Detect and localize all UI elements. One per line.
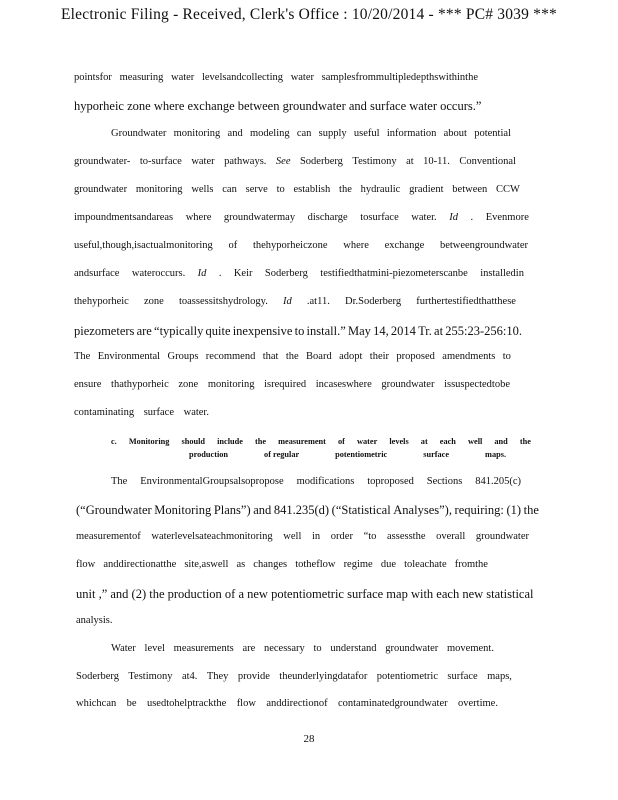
text-line <box>74 379 510 390</box>
word: Testimony <box>352 156 397 167</box>
word: Analyses”), <box>393 503 452 517</box>
word: EnvironmentalGroupsalsopropose <box>140 476 284 487</box>
word: water. <box>411 212 437 223</box>
word: well <box>283 531 302 542</box>
word: flow <box>76 559 96 570</box>
word: due <box>380 559 396 570</box>
subheading-word: the <box>519 437 531 446</box>
word: potential <box>474 128 511 139</box>
word: wells <box>191 184 214 195</box>
word: water <box>191 156 215 167</box>
word: Board <box>306 351 332 362</box>
word: ensure <box>74 379 102 390</box>
word: Evenmore <box>485 212 529 223</box>
word: monitoring <box>207 379 255 390</box>
word: gradient <box>409 184 444 195</box>
word: establish <box>293 184 331 195</box>
word: 2014 <box>390 324 416 338</box>
text-line <box>111 476 521 487</box>
word: impoundmentsandareas <box>74 212 174 223</box>
word: level <box>144 643 165 654</box>
subheading-word: surface <box>423 450 450 459</box>
word: hydraulic <box>360 184 401 195</box>
word: changes <box>253 559 288 570</box>
word: can <box>296 128 312 139</box>
subheading-word: c. <box>111 437 117 446</box>
word: theunderlyingdatafor <box>279 671 368 682</box>
word: of <box>228 240 238 251</box>
word: groundwater <box>74 184 128 195</box>
word: site,aswell <box>184 559 229 570</box>
subheading-line-1 <box>111 437 531 446</box>
word: Conventional <box>459 156 516 167</box>
word: overtime. <box>458 698 498 709</box>
word: to <box>502 351 511 362</box>
text-line <box>76 559 488 570</box>
word: Testimony <box>128 671 173 682</box>
word: tosurface <box>360 212 399 223</box>
word: 841.205(c) <box>475 476 521 487</box>
word: incaseswhere <box>315 379 372 390</box>
subheading-word: measurement <box>278 437 326 446</box>
word: .at11. <box>306 296 330 307</box>
word: requiring: <box>454 503 504 517</box>
word: usedtohelptrackthe <box>146 698 227 709</box>
word: (“Statistical <box>331 503 391 517</box>
word: recommend <box>205 351 256 362</box>
subheading-word: the <box>255 437 267 446</box>
word: can <box>222 184 237 195</box>
word: discharge <box>307 212 348 223</box>
word: . <box>218 268 222 279</box>
word: measurements <box>173 643 234 654</box>
word: monitoring <box>173 128 221 139</box>
word: zone <box>143 296 164 307</box>
text-line <box>74 240 528 251</box>
word: “to <box>363 531 377 542</box>
word: assessthe <box>387 531 426 542</box>
word: zone <box>178 379 199 390</box>
subheading-word: at <box>420 437 428 446</box>
word: fromthe <box>454 559 488 570</box>
word: supply <box>318 128 347 139</box>
word: analysis. <box>76 615 113 626</box>
word: to <box>313 643 322 654</box>
word: (1) <box>506 503 522 517</box>
word: groundwater <box>385 643 439 654</box>
word: the <box>285 351 299 362</box>
word: understand <box>330 643 377 654</box>
text-line: unit ,” and (2) the production of a new potentiometric surface map with each new statistical <box>76 587 534 601</box>
subheading-word: Monitoring <box>128 437 170 446</box>
word: potentiometric <box>376 671 438 682</box>
word: 10-11. <box>423 156 450 167</box>
word: thathyporheic <box>111 379 169 390</box>
word: groundwater <box>475 531 529 542</box>
text-line <box>111 128 511 139</box>
word: about <box>443 128 467 139</box>
page-number: 28 <box>303 733 315 745</box>
word: Soderberg <box>264 268 308 279</box>
word: thehyporheiczone <box>252 240 328 251</box>
word: isrequired <box>264 379 307 390</box>
text-line <box>74 212 529 223</box>
word: The <box>74 351 91 362</box>
text-line <box>74 296 516 307</box>
word: waterlevelsateachmonitoring <box>151 531 273 542</box>
word: CCW <box>496 184 520 195</box>
word: to <box>294 324 305 338</box>
word: adopt <box>339 351 363 362</box>
word: Id <box>197 268 207 279</box>
word: order <box>330 531 353 542</box>
word: useful,though,isactualmonitoring <box>74 240 213 251</box>
word: The <box>111 476 128 487</box>
filing-header: Electronic Filing - Received, Clerk's Office : 10/20/2014 - *** PC# 3039 *** <box>61 6 557 23</box>
subheading-word: of regular <box>264 450 300 459</box>
word: 14, <box>373 324 389 338</box>
word: levelsandcollecting <box>201 72 284 83</box>
word: at <box>406 156 414 167</box>
word: are <box>136 324 152 338</box>
word: Dr.Soderberg <box>345 296 402 307</box>
text-line <box>74 324 522 339</box>
word: surface <box>447 671 478 682</box>
word: exchange <box>384 240 425 251</box>
word: the <box>523 503 539 517</box>
word: and <box>253 503 272 517</box>
word: at <box>434 324 444 338</box>
word: See <box>275 156 291 167</box>
word: contaminating <box>74 407 135 418</box>
word: between <box>452 184 488 195</box>
word: toassessitshydrology. <box>178 296 268 307</box>
word: amendments <box>442 351 496 362</box>
word: are <box>242 643 256 654</box>
word: provide <box>237 671 270 682</box>
subheading-word: potentiometric <box>335 450 388 459</box>
word: where <box>185 212 212 223</box>
word: contaminatedgroundwater <box>337 698 448 709</box>
subheading-line-2 <box>189 450 506 459</box>
word: and <box>227 128 243 139</box>
word: furthertestifiedthatthese <box>416 296 516 307</box>
word: toleachate <box>404 559 447 570</box>
text-line <box>76 615 114 626</box>
word: issuspectedtobe <box>444 379 510 390</box>
subheading-word: water <box>357 437 378 446</box>
word: piezometers <box>74 324 135 338</box>
word: flow <box>236 698 256 709</box>
word: water. <box>183 407 209 418</box>
word: install.” <box>306 324 346 338</box>
word: toproposed <box>367 476 414 487</box>
word: quite <box>205 324 231 338</box>
subheading-word: of <box>338 437 345 446</box>
text-line <box>111 643 494 654</box>
word: Sections <box>426 476 463 487</box>
word: andsurface <box>74 268 120 279</box>
word: overall <box>436 531 466 542</box>
word: their <box>369 351 390 362</box>
subheading-word: production <box>189 450 229 459</box>
word: installedin <box>480 268 524 279</box>
subheading-word: and <box>494 437 508 446</box>
subheading-word: maps. <box>485 450 507 459</box>
word: in <box>311 531 321 542</box>
word: modifications <box>296 476 355 487</box>
word: anddirectionof <box>266 698 328 709</box>
word: They <box>206 671 229 682</box>
word: 255:23-256:10. <box>445 324 522 338</box>
word: Groups <box>167 351 199 362</box>
word: to <box>276 184 285 195</box>
text-line <box>74 184 520 195</box>
word: regime <box>343 559 373 570</box>
word: “typically <box>154 324 204 338</box>
word: water <box>290 72 315 83</box>
subheading-word: each <box>439 437 456 446</box>
text-line <box>76 698 498 709</box>
word: as <box>236 559 246 570</box>
word: at4. <box>181 671 198 682</box>
word: measurementof <box>76 531 141 542</box>
word: water <box>170 72 195 83</box>
word: that <box>262 351 279 362</box>
word: Environmental <box>97 351 161 362</box>
word: surface <box>143 407 174 418</box>
text-line <box>76 671 512 682</box>
subheading-word: should <box>181 437 206 446</box>
word: anddirectionatthe <box>103 559 177 570</box>
word: whichcan <box>76 698 117 709</box>
word: modeling <box>249 128 290 139</box>
word: Water <box>111 643 136 654</box>
word: groundwatermay <box>223 212 296 223</box>
word: Id <box>282 296 292 307</box>
word: inexpensive <box>232 324 293 338</box>
text-line <box>76 531 529 542</box>
subheading-word: levels <box>389 437 409 446</box>
word: groundwater <box>381 379 435 390</box>
word: proposed <box>396 351 435 362</box>
word: pointsfor <box>74 72 112 83</box>
word: . <box>470 212 474 223</box>
text-line: hyporheic zone where exchange between groundwater and surface water occurs.” <box>74 99 482 113</box>
word: measuring <box>119 72 164 83</box>
word: betweengroundwater <box>439 240 528 251</box>
text-line <box>74 156 516 167</box>
word: Tr. <box>418 324 432 338</box>
word: wateroccurs. <box>131 268 186 279</box>
text-line <box>76 503 539 518</box>
word: the <box>339 184 352 195</box>
word: necessary <box>263 643 305 654</box>
word: where <box>343 240 369 251</box>
word: testifiedthatmini-piezometerscanbe <box>320 268 468 279</box>
word: thehyporheic <box>74 296 129 307</box>
word: pathways. <box>224 156 267 167</box>
subheading-word: well <box>468 437 483 446</box>
word: maps, <box>487 671 512 682</box>
word: monitoring <box>135 184 183 195</box>
word: Soderberg <box>76 671 119 682</box>
word: groundwater- <box>74 156 131 167</box>
word: Groundwater <box>111 128 167 139</box>
word: Keir <box>233 268 253 279</box>
word: Monitoring <box>154 503 212 517</box>
word: 841.235(d) <box>273 503 330 517</box>
word: useful <box>353 128 380 139</box>
word: May <box>347 324 371 338</box>
text-line <box>74 72 478 83</box>
word: Id <box>449 212 458 223</box>
word: serve <box>245 184 268 195</box>
word: to-surface <box>139 156 182 167</box>
word: (“Groundwater <box>76 503 152 517</box>
word: movement. <box>447 643 494 654</box>
word: information <box>386 128 437 139</box>
text-line <box>74 268 524 279</box>
word: totheflow <box>295 559 336 570</box>
word: Plans”) <box>213 503 251 517</box>
word: Soderberg <box>299 156 343 167</box>
word: samplesfrommultipledepthswithinthe <box>321 72 478 83</box>
subheading-word: include <box>217 437 243 446</box>
text-line <box>74 351 511 362</box>
text-line <box>74 407 209 418</box>
word: be <box>126 698 137 709</box>
